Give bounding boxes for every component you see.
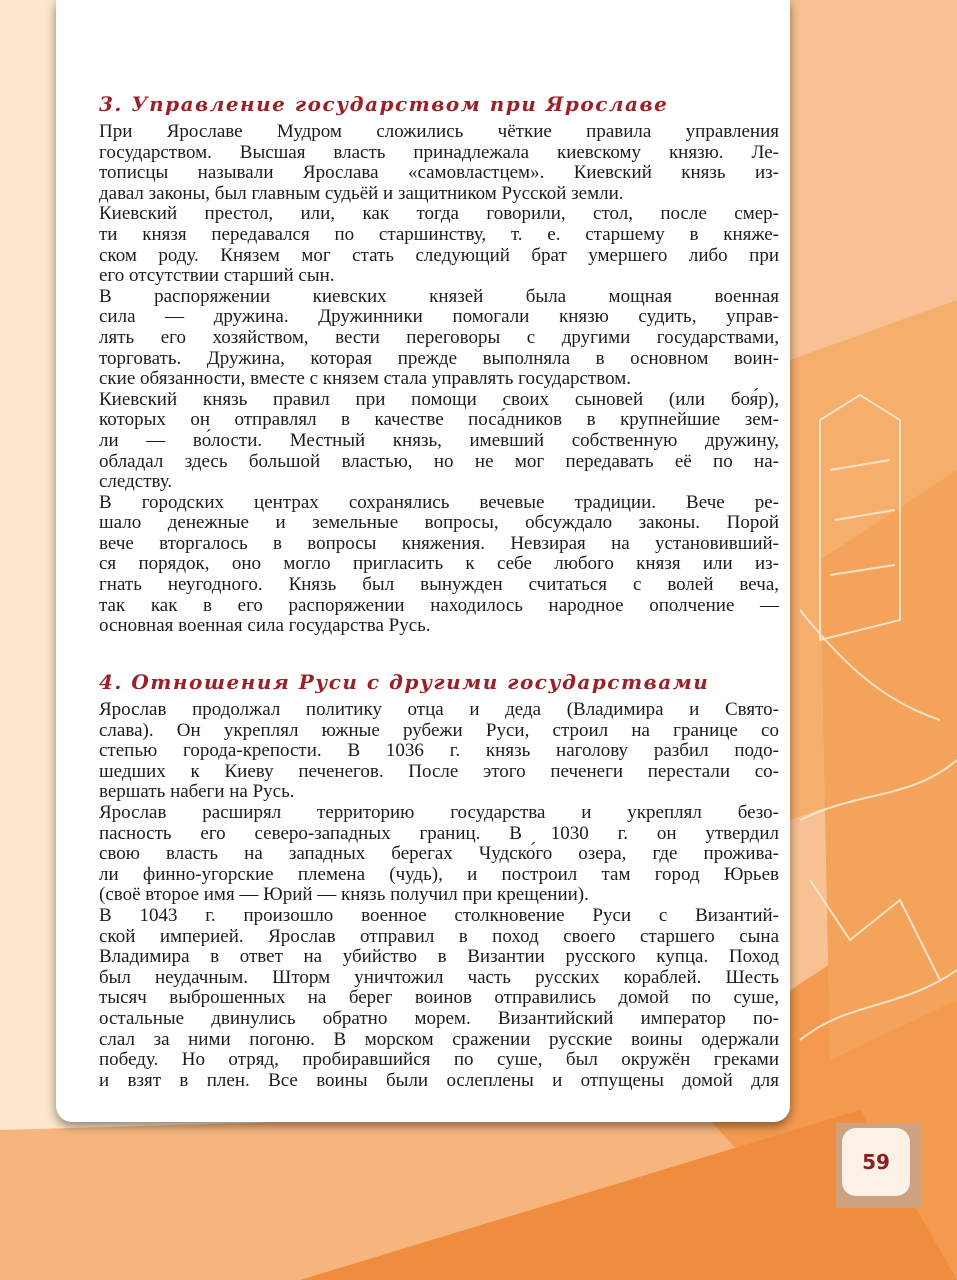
page-number: 59 — [862, 1150, 890, 1174]
section-governance — [99, 92, 779, 637]
text-line: (своё второе имя — Юрий — князь получил при крещении). — [99, 884, 589, 906]
text-line: свою власть на западных берегах Чудско́го озера, где прожива- — [99, 843, 779, 865]
text-line: ли финно-угорские племена (чудь), и построил там город Юрьев — [99, 863, 779, 885]
text-line: государством. Высшая власть принадлежала киевскому князю. Ле- — [99, 141, 779, 163]
text-line: Ярослав продолжал политику отца и деда (Владимира и Свято- — [99, 699, 779, 720]
text-line: шало денежные и земельные вопросы, обсуждало законы. Порой — [99, 512, 779, 534]
text-line: ли — во́лости. Местный князь, имевший собственную дружину, — [99, 429, 779, 451]
text-line: Киевский престол, или, как тогда говорили, стол, после смер- — [99, 203, 779, 225]
text-line: ся порядок, оно могло пригласить к себе любого князя или из- — [99, 553, 779, 575]
text-line: вершать набеги на Русь. — [99, 781, 295, 803]
paragraph — [99, 493, 779, 637]
paragraph — [99, 204, 779, 286]
text-line: гнать неугодного. Князь был вынужден считаться с волей веча, — [99, 574, 779, 596]
text-line: так как в его распоряжении находилось народное ополчение — — [99, 594, 779, 616]
paragraph — [99, 122, 779, 204]
text-line: пасность его северо-западных границ. В 1030 г. он утвердил — [99, 822, 779, 844]
text-line: тысяч выброшенных на берег воинов отправились домой по суше, — [99, 987, 779, 1009]
text-line: Ярослав расширял территорию государства и укреплял безо- — [99, 801, 779, 823]
text-line: его отсутствии старший сын. — [99, 265, 335, 287]
text-line: давал законы, был главным судьёй и защитником Русской земли. — [99, 182, 624, 204]
text-line: основная военная сила государства Русь. — [99, 615, 431, 637]
text-line: следству. — [99, 471, 173, 493]
text-line: победу. Но отряд, пробиравшийся по суше, был окружён греками — [99, 1049, 779, 1071]
text-line: Киевский князь правил при помощи своих сыновей (или боя́р), — [99, 388, 779, 410]
page-number-badge — [842, 1128, 910, 1196]
paragraph — [99, 700, 779, 803]
text-line: обладал здесь большой властью, но не мог передавать её по на- — [99, 450, 779, 472]
section-foreign-relations — [99, 670, 779, 1091]
text-line: Владимира в ответ на убийство в Византии русского купца. Поход — [99, 946, 779, 968]
paragraph — [99, 287, 779, 390]
text-line: В распоряжении киевских князей была мощная военная — [99, 285, 779, 307]
paragraph — [99, 906, 779, 1091]
section-heading: 4. Отношения Руси с другими государствами — [99, 670, 710, 694]
text-line: ской империей. Ярослав отправил в поход своего старшего сына — [99, 925, 779, 947]
text-line: и взят в плен. Все воины были ослеплены и отпущены домой для — [99, 1069, 779, 1091]
text-line: слава). Он укреплял южные рубежи Руси, строил на границе со — [99, 719, 779, 741]
text-line: тописцы называли Ярослава «самовластцем». Киевский князь из- — [99, 162, 779, 184]
page-content-card — [56, 0, 790, 1122]
text-line: ские обязанности, вместе с князем стала управлять государством. — [99, 368, 631, 390]
text-line: слал за ними погоню. В морском сражении русские воины одержали — [99, 1028, 779, 1050]
paragraph — [99, 390, 779, 493]
text-line: степью города-крепости. В 1036 г. князь наголову разбил подо- — [99, 740, 779, 762]
text-line: В городских центрах сохранялись вечевые традиции. Вече ре- — [99, 491, 779, 513]
text-line: В 1043 г. произошло военное столкновение Руси с Византий- — [99, 904, 779, 926]
text-line: торговать. Дружина, которая прежде выполняла в основном воин- — [99, 347, 779, 369]
text-line: сила — дружина. Дружинники помогали князю судить, управ- — [99, 306, 779, 328]
text-line: шедших к Киеву печенегов. После этого печенеги перестали со- — [99, 760, 779, 782]
paragraph — [99, 803, 779, 906]
text-line: При Ярославе Мудром сложились чёткие правила управления — [99, 121, 779, 142]
text-line: вече вторгалось в вопросы княжения. Невзирая на установивший- — [99, 532, 779, 554]
text-line: которых он отправлял в качестве поса́дников в крупнейшие зем- — [99, 409, 779, 431]
text-line: ти князя передавался по старшинству, т. е. старшему в княже- — [99, 223, 779, 245]
text-line: был неудачным. Шторм уничтожил часть русских кораблей. Шесть — [99, 966, 779, 988]
text-line: остальные двинулись обратно морем. Византийский император по- — [99, 1007, 779, 1029]
text-line: лять его хозяйством, вести переговоры с другими государствами, — [99, 326, 779, 348]
text-line: ском роду. Князем мог стать следующий брат умершего либо при — [99, 244, 779, 266]
section-heading: 3. Управление государством при Ярославе — [99, 92, 669, 116]
